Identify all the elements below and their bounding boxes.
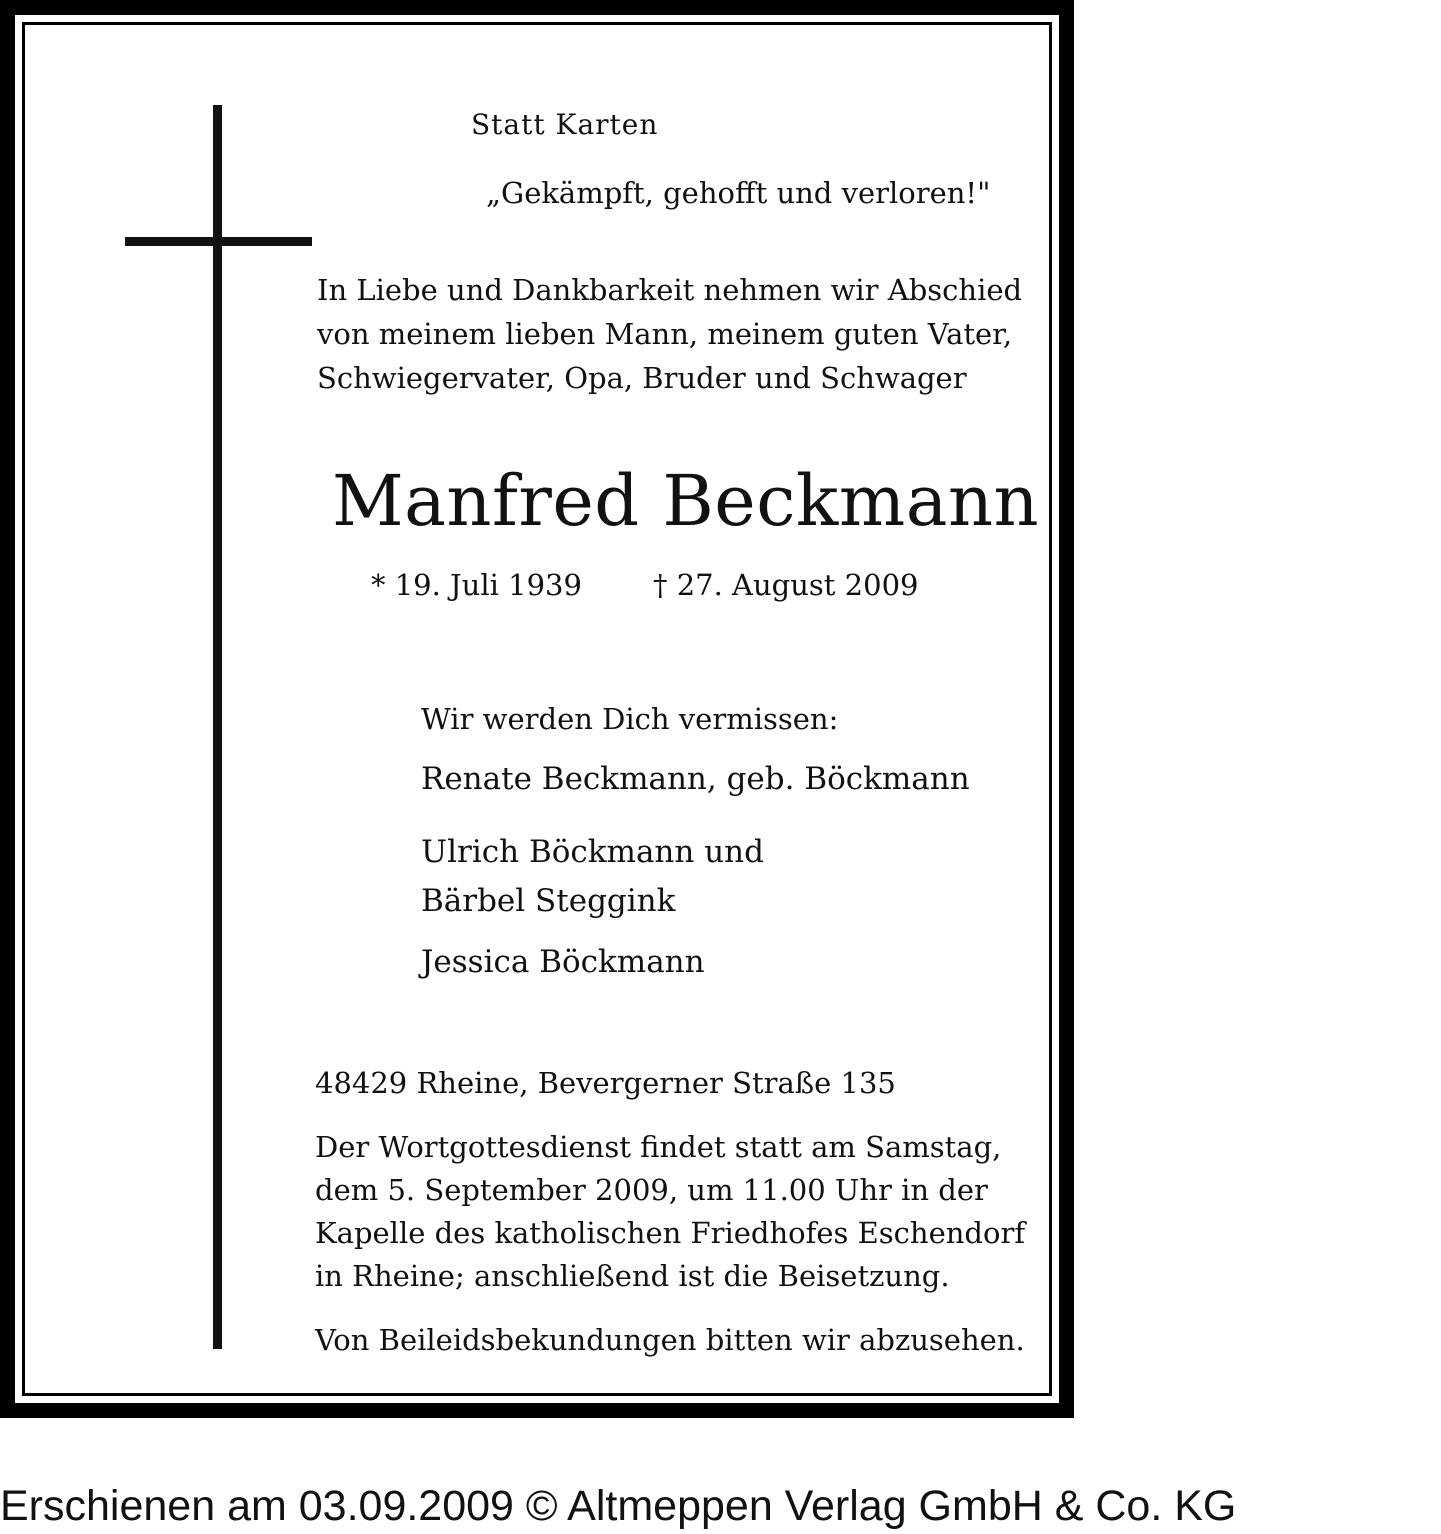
service-line: dem 5. September 2009, um 11.00 Uhr in der bbox=[315, 1173, 988, 1207]
mourner-name: Renate Beckmann, geb. Böckmann bbox=[421, 761, 970, 797]
intro-line: von meinem lieben Mann, meinem guten Vater, bbox=[317, 317, 1013, 351]
intro-text bbox=[317, 268, 1022, 400]
deceased-name: Manfred Beckmann bbox=[332, 460, 1040, 542]
service-line: Kapelle des katholischen Friedhofes Eschendorf bbox=[315, 1216, 1026, 1250]
mourners-intro: Wir werden Dich vermissen: bbox=[421, 702, 839, 736]
service-line: in Rheine; anschließend ist die Beisetzung. bbox=[315, 1259, 950, 1293]
birth-date: * 19. Juli 1939 bbox=[371, 568, 582, 602]
intro-line: In Liebe und Dankbarkeit nehmen wir Abschied bbox=[317, 273, 1023, 307]
notice-header: Statt Karten bbox=[471, 108, 659, 141]
mourner-name: Jessica Böckmann bbox=[421, 944, 705, 980]
death-date: † 27. August 2009 bbox=[653, 568, 919, 602]
cross-icon-horizontal bbox=[125, 237, 312, 246]
intro-line: Schwiegervater, Opa, Bruder und Schwager bbox=[317, 361, 967, 395]
obituary-card bbox=[28, 28, 1046, 1390]
closing-note: Von Beileidsbekundungen bitten wir abzusehen. bbox=[315, 1323, 1025, 1357]
mourner-group bbox=[421, 828, 764, 926]
mourner-name: Bärbel Steggink bbox=[421, 883, 676, 919]
family-address: 48429 Rheine, Bevergerner Straße 135 bbox=[315, 1066, 896, 1100]
service-info bbox=[315, 1126, 1025, 1298]
mourner-name: Ulrich Böckmann und bbox=[421, 834, 764, 870]
notice-quote: „Gekämpft, gehofft und verloren!" bbox=[486, 176, 991, 210]
publication-footer: Erschienen am 03.09.2009 © Altmeppen Verlag GmbH & Co. KG bbox=[0, 1482, 1237, 1530]
service-line: Der Wortgottesdienst findet statt am Samstag, bbox=[315, 1130, 1002, 1164]
cross-icon-vertical bbox=[213, 105, 222, 1349]
